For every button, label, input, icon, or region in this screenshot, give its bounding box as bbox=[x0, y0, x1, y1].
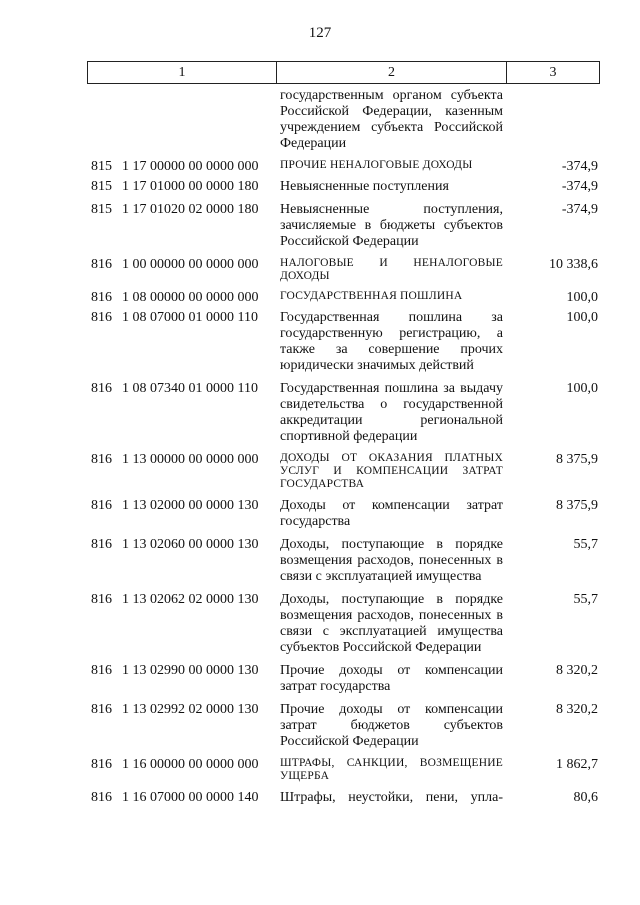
revenue-code: 1 17 01000 00 0000 180 bbox=[122, 179, 259, 194]
column-header-1: 1 bbox=[88, 62, 277, 83]
revenue-code: 1 08 07000 01 0000 110 bbox=[122, 310, 258, 325]
admin-code: 816 bbox=[91, 702, 112, 717]
table-row bbox=[0, 498, 640, 530]
revenue-name: Доходы от компенсации затрат государства bbox=[280, 498, 503, 529]
admin-code: 816 bbox=[91, 257, 112, 272]
revenue-name: ШТРАФЫ, САНКЦИИ, ВОЗМЕЩЕНИЕ УЩЕРБА bbox=[280, 757, 503, 782]
revenue-name: Штрафы, неустойки, пени, упла- bbox=[280, 790, 503, 805]
revenue-amount: -374,9 bbox=[561, 179, 598, 194]
revenue-amount: 8 320,2 bbox=[556, 702, 598, 717]
revenue-code: 1 08 07340 01 0000 110 bbox=[122, 381, 258, 396]
page-number: 127 bbox=[308, 25, 332, 41]
revenue-amount: -374,9 bbox=[561, 159, 598, 174]
table-row bbox=[0, 88, 640, 152]
revenue-name: ДОХОДЫ ОТ ОКАЗАНИЯ ПЛАТНЫХ УСЛУГ И КОМПЕНСАЦИИ ЗАТРАТ ГОСУДАРСТВА bbox=[280, 452, 503, 490]
table-row bbox=[0, 381, 640, 445]
column-header-3: 3 bbox=[549, 64, 557, 80]
admin-code: 816 bbox=[91, 790, 112, 805]
table-row bbox=[0, 310, 640, 374]
admin-code: 816 bbox=[91, 381, 112, 396]
revenue-name: ГОСУДАРСТВЕННАЯ ПОШЛИНА bbox=[280, 290, 463, 302]
revenue-name: Прочие доходы от компенсации затрат бюджетов субъектов Российской Федерации bbox=[280, 702, 503, 749]
table-row bbox=[0, 202, 640, 250]
revenue-name: государственным органом субъекта Российской Федерации, казенным учреждением субъекта Российской Федерации bbox=[280, 88, 503, 151]
revenue-amount: 55,7 bbox=[573, 592, 598, 607]
revenue-code: 1 13 02990 00 0000 130 bbox=[122, 663, 259, 678]
admin-code: 816 bbox=[91, 498, 112, 513]
revenue-code: 1 16 07000 00 0000 140 bbox=[122, 790, 259, 805]
table-row bbox=[0, 257, 640, 283]
revenue-name: Невыясненные поступления, зачисляемые в бюджеты субъектов Российской Федерации bbox=[280, 202, 503, 249]
revenue-amount: 80,6 bbox=[573, 790, 598, 805]
table-row bbox=[0, 592, 640, 656]
revenue-name: ПРОЧИЕ НЕНАЛОГОВЫЕ ДОХОДЫ bbox=[280, 159, 473, 171]
revenue-amount: 8 320,2 bbox=[556, 663, 598, 678]
revenue-code: 1 13 02992 02 0000 130 bbox=[122, 702, 259, 717]
revenue-code: 1 17 01020 02 0000 180 bbox=[122, 202, 259, 217]
admin-code: 816 bbox=[91, 452, 112, 467]
revenue-amount: 10 338,6 bbox=[549, 257, 598, 272]
revenue-code: 1 13 02000 00 0000 130 bbox=[122, 498, 259, 513]
revenue-code: 1 13 02062 02 0000 130 bbox=[122, 592, 259, 607]
table-row bbox=[0, 663, 640, 695]
admin-code: 816 bbox=[91, 310, 112, 325]
admin-code: 816 bbox=[91, 592, 112, 607]
revenue-name: Государственная пошлина за выдачу свидетельства о государственной аккредитации региональной спортивной федерации bbox=[280, 381, 503, 444]
table-row bbox=[0, 702, 640, 750]
revenue-amount: 55,7 bbox=[573, 537, 598, 552]
table-row bbox=[0, 290, 640, 303]
revenue-amount: 1 862,7 bbox=[556, 757, 598, 772]
revenue-amount: 100,0 bbox=[566, 381, 598, 396]
admin-code: 816 bbox=[91, 537, 112, 552]
revenue-amount: -374,9 bbox=[561, 202, 598, 217]
admin-code: 815 bbox=[91, 159, 112, 174]
revenue-code: 1 13 02060 00 0000 130 bbox=[122, 537, 259, 552]
revenue-code: 1 00 00000 00 0000 000 bbox=[122, 257, 259, 272]
revenue-code: 1 13 00000 00 0000 000 bbox=[122, 452, 259, 467]
revenue-name: Доходы, поступающие в порядке возмещения расходов, понесенных в связи с эксплуатацией имущества bbox=[280, 537, 503, 584]
revenue-name: Государственная пошлина за государственную регистрацию, а также за совершение прочих юридически значимых действий bbox=[280, 310, 503, 373]
table-row bbox=[0, 790, 640, 806]
revenue-code: 1 16 00000 00 0000 000 bbox=[122, 757, 259, 772]
table-body bbox=[0, 88, 640, 813]
revenue-name: Доходы, поступающие в порядке возмещения расходов, понесенных в связи с эксплуатацией имущества субъектов Российской Федерации bbox=[280, 592, 503, 655]
table-row bbox=[0, 159, 640, 172]
table-row bbox=[0, 179, 640, 195]
table-row bbox=[0, 757, 640, 783]
column-header-2: 2 bbox=[277, 62, 507, 83]
admin-code: 815 bbox=[91, 179, 112, 194]
admin-code: 816 bbox=[91, 663, 112, 678]
table-row bbox=[0, 537, 640, 585]
admin-code: 816 bbox=[91, 290, 112, 305]
revenue-amount: 100,0 bbox=[566, 290, 598, 305]
revenue-name: Прочие доходы от компенсации затрат государства bbox=[280, 663, 503, 694]
admin-code: 815 bbox=[91, 202, 112, 217]
revenue-name: НАЛОГОВЫЕ И НЕНАЛОГОВЫЕ ДОХОДЫ bbox=[280, 257, 503, 282]
revenue-name: Невыясненные поступления bbox=[280, 179, 449, 194]
revenue-amount: 8 375,9 bbox=[556, 498, 598, 513]
table-header bbox=[87, 61, 600, 84]
revenue-amount: 8 375,9 bbox=[556, 452, 598, 467]
revenue-code: 1 08 00000 00 0000 000 bbox=[122, 290, 259, 305]
revenue-code: 1 17 00000 00 0000 000 bbox=[122, 159, 259, 174]
table-row bbox=[0, 452, 640, 491]
revenue-amount: 100,0 bbox=[566, 310, 598, 325]
admin-code: 816 bbox=[91, 757, 112, 772]
